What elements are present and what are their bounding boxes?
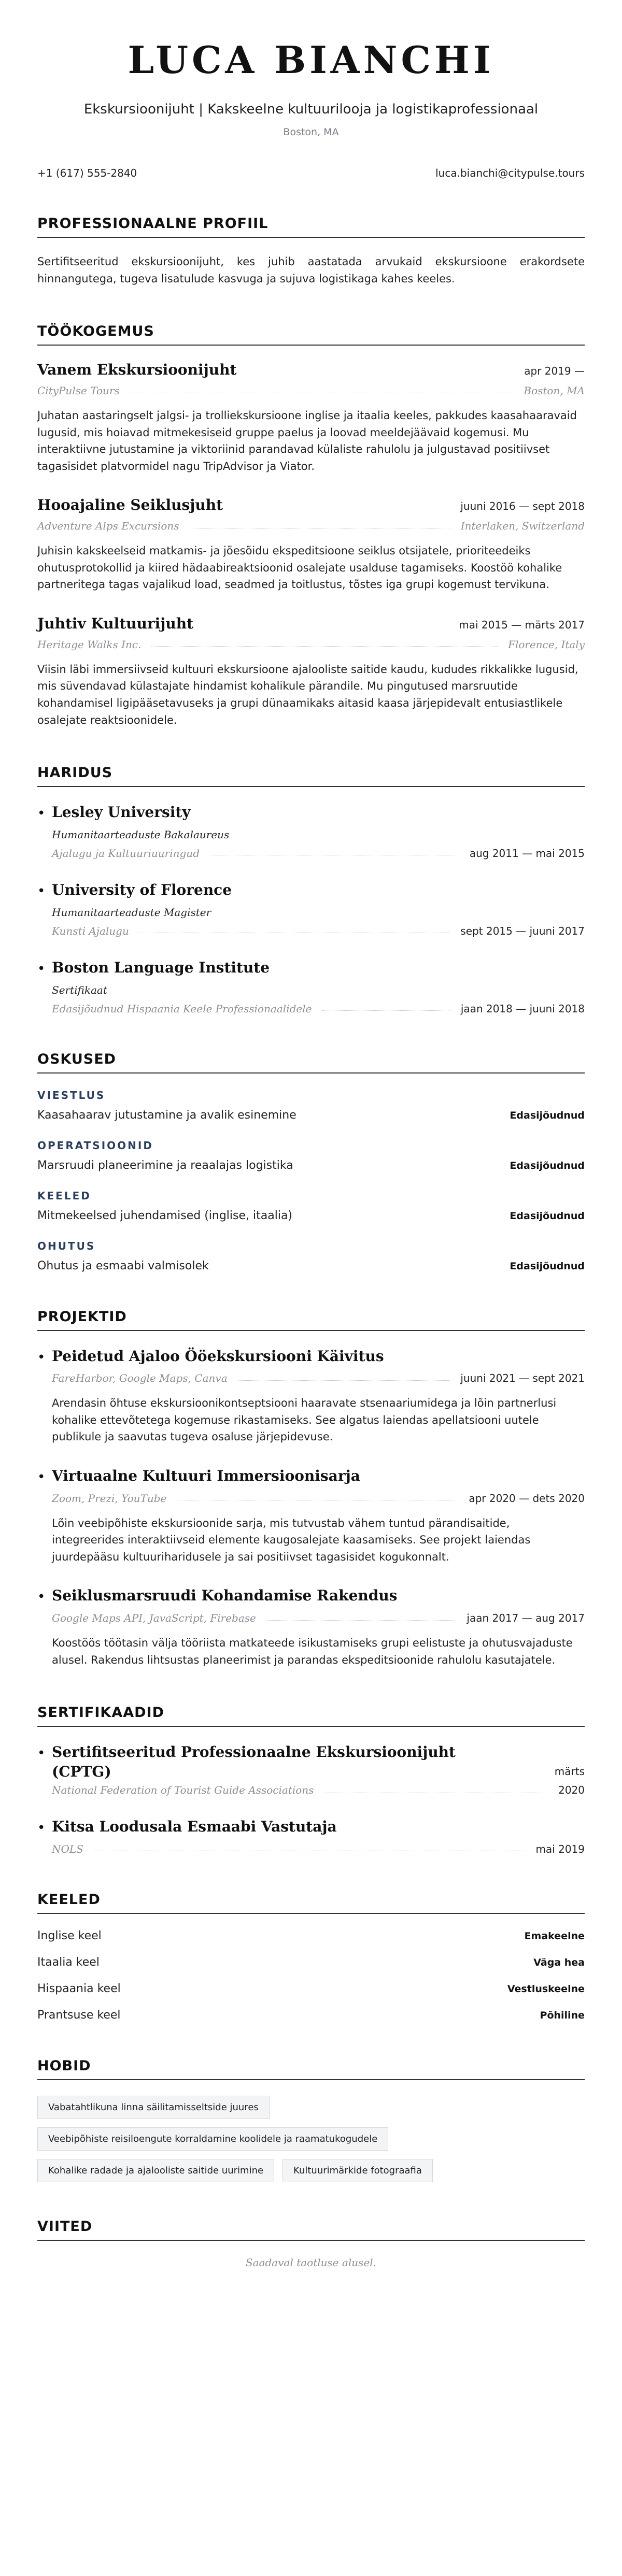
company: Heritage Walks Inc. xyxy=(37,638,142,651)
skill-group xyxy=(37,1240,585,1272)
language-level: Põhiline xyxy=(540,2009,585,2021)
certificate-issuer: National Federation of Tourist Guide Associations xyxy=(52,1783,314,1796)
skill-level: Edasijõudnud xyxy=(510,1160,585,1171)
skill-level: Edasijõudnud xyxy=(510,1260,585,1272)
dotted-leader xyxy=(151,646,498,647)
section-title: PROFESSIONAALNE PROFIIL xyxy=(37,216,585,238)
certificate-year: 2020 xyxy=(558,1783,585,1796)
education-entry xyxy=(37,803,585,860)
job-title: Hooajaline Seiklusjuht xyxy=(37,496,223,514)
projects-section xyxy=(37,1309,585,1669)
school-name: Lesley University xyxy=(52,804,191,821)
skill-category: OHUTUS xyxy=(37,1239,96,1252)
field-of-study: Edasijõudnud Hispaania Keele Professionaalidele xyxy=(52,1002,312,1015)
certificate-date xyxy=(554,1765,585,1796)
field-of-study: Ajalugu ja Kultuuriuuringud xyxy=(52,847,200,860)
language-level: Vestluskeelne xyxy=(507,1983,585,1995)
skill-group xyxy=(37,1089,585,1122)
project-description: Arendasin õhtuse ekskursioonikontseptsiooni haaravate stsenaariumidega ja lõin partnerlusi kohalike ettevõtetega kogemuse rikastamiseks. See algatus laiendas apellatsiooni uutele publikule ja saavutas tugeva osaluse järjepidevuse. xyxy=(52,1397,557,1443)
job-dates: juuni 2016 — sept 2018 xyxy=(460,500,585,513)
phone: +1 (617) 555-2840 xyxy=(37,167,137,179)
degree: Humanitaarteaduste Bakalaureus xyxy=(52,828,230,841)
project-entry xyxy=(37,1586,585,1668)
section-title: PROJEKTID xyxy=(37,1309,585,1331)
project-name: Peidetud Ajaloo Ööekskursiooni Käivitus xyxy=(52,1347,384,1365)
project-dates: apr 2020 — dets 2020 xyxy=(469,1492,585,1505)
references-text: Saadaval taotluse alusel. xyxy=(245,2256,377,2269)
education-entry xyxy=(37,880,585,937)
skills-section xyxy=(37,1051,585,1272)
skill-name: Marsruudi planeerimine ja reaalajas logistika xyxy=(37,1158,293,1172)
education-dates: aug 2011 — mai 2015 xyxy=(469,847,585,860)
bullet-icon: • xyxy=(37,806,46,822)
certificate-entry xyxy=(37,1742,585,1796)
section-title: HARIDUS xyxy=(37,765,585,787)
project-name: Seiklusmarsruudi Kohandamise Rakendus xyxy=(52,1587,398,1605)
languages-section xyxy=(37,1892,585,2022)
job-description: Juhatan aastaringselt jalgsi- ja trolliekskursioone inglise ja itaalia keeles, pakkudes kaasahaaravaid lugusid, mis hoiavad mitmekesiseid gruppe paelus ja loovad meeldejäävaid kogemusi. Mu interaktiivne jutustamine ja viktoriinid parandavad külaliste rahulolu ja julgustavad positiivset tagasisidet platvormidel nagu TripAdvisor ja Viator. xyxy=(37,409,577,473)
language-row xyxy=(37,1956,585,1969)
job-description: Juhisin kakskeelseid matkamis- ja jõesõidu ekspeditsioone seiklus otsijatele, prioriteedeiks ohutusprotokollid ja kiired hädaabireaktsioonid osalejate usalduse tagamiseks. Koostöö kohalike partneritega tagas vajalikud load, seadmed ja toitlustus, tõstes iga grupi kogemust tervikuna. xyxy=(37,545,562,591)
dotted-leader xyxy=(266,1620,457,1621)
education-dates: sept 2015 — juuni 2017 xyxy=(460,924,585,937)
skill-level: Edasijõudnud xyxy=(510,1109,585,1121)
language-name: Prantsuse keel xyxy=(37,2008,121,2022)
project-tools: Google Maps API, JavaScript, Firebase xyxy=(52,1612,256,1625)
dotted-leader xyxy=(322,1010,450,1011)
profile-section xyxy=(37,216,585,287)
headline: Ekskursioonijuht | Kakskeelne kultuurilooja ja logistikaprofessionaal xyxy=(83,102,539,117)
experience-section xyxy=(37,323,585,728)
skill-category: OPERATSIOONID xyxy=(37,1139,153,1152)
language-level: Väga hea xyxy=(533,1956,585,1968)
section-title: OSKUSED xyxy=(37,1051,585,1074)
location: Boston, MA xyxy=(283,126,339,138)
skill-group xyxy=(37,1190,585,1222)
section-title: HOBID xyxy=(37,2058,585,2080)
bullet-icon: • xyxy=(37,1469,46,1485)
language-row xyxy=(37,1982,585,1995)
language-name: Itaalia keel xyxy=(37,1955,100,1969)
certificate-month: märts xyxy=(554,1765,585,1778)
project-description: Lõin veebipõhiste ekskursioonide sarja, mis tutvustab vähem tuntud pärandisaitide, integreerides interaktiivseid elemente kaugosalejate kaasamiseks. See projekt laiendas juurdepääsu kultuuriharidusele ja sai positiivset tagasisidet kogukonnalt. xyxy=(52,1516,531,1563)
references-section xyxy=(37,2219,585,2269)
project-description: Koostöös töötasin välja tööriista matkateede isikustamiseks grupi eelistuste ja ohutusvajaduste alusel. Rakendus lihtsustas planeerimist ja parandas ekspeditsioonide rahulolu kasutajatele. xyxy=(52,1637,573,1666)
education-dates: jaan 2018 — juuni 2018 xyxy=(460,1002,585,1015)
certificate-name: Kitsa Loodusala Esmaabi Vastutaja xyxy=(52,1817,337,1835)
profile-text: Sertifitseeritud ekskursioonijuht, kes juhib aastatada arvukaid ekskursioone erakordsete hinnangutega, tugeva lisatulude kasvuga ja sujuva logistikaga kahes keeles. xyxy=(37,255,585,285)
contact-row xyxy=(37,167,585,179)
project-entry xyxy=(37,1347,585,1446)
skill-name: Ohutus ja esmaabi valmisolek xyxy=(37,1259,209,1272)
bullet-icon: • xyxy=(37,1820,46,1836)
section-title: KEELED xyxy=(37,1892,585,1914)
job-title: Juhtiv Kultuurijuht xyxy=(37,614,194,632)
skill-category: KEELED xyxy=(37,1189,91,1202)
job-title: Vanem Ekskursioonijuht xyxy=(37,361,237,379)
dotted-leader xyxy=(238,1380,450,1381)
degree: Sertifikaat xyxy=(52,983,107,996)
section-title: VIITED xyxy=(37,2219,585,2241)
job-entry xyxy=(37,496,585,593)
project-entry xyxy=(37,1466,585,1565)
certificate-name: Sertifitseeritud Professionaalne Ekskursioonijuht (CPTG) xyxy=(52,1743,456,1781)
email[interactable]: luca.bianchi@citypulse.tours xyxy=(435,167,585,179)
certificate-issuer: NOLS xyxy=(52,1842,83,1855)
job-location: Boston, MA xyxy=(524,384,585,397)
project-dates: jaan 2017 — aug 2017 xyxy=(466,1612,585,1625)
language-row xyxy=(37,1929,585,1942)
certificate-entry xyxy=(37,1817,585,1855)
project-name: Virtuaalne Kultuuri Immersioonisarja xyxy=(52,1467,360,1484)
bullet-icon: • xyxy=(37,961,46,977)
company: Adventure Alps Excursions xyxy=(37,520,179,533)
language-name: Hispaania keel xyxy=(37,1982,121,1995)
bullet-icon: • xyxy=(37,1589,46,1605)
job-dates: mai 2015 — märts 2017 xyxy=(459,618,585,631)
education-entry xyxy=(37,958,585,1015)
job-location: Interlaken, Switzerland xyxy=(460,520,585,533)
education-section xyxy=(37,765,585,1014)
hobby-chip: Kultuurimärkide fotograafia xyxy=(282,2159,433,2182)
job-entry xyxy=(37,361,585,475)
school-name: Boston Language Institute xyxy=(52,958,270,976)
company: CityPulse Tours xyxy=(37,384,120,397)
hobbies-section xyxy=(37,2058,585,2182)
skill-name: Mitmekeelsed juhendamised (inglise, itaalia) xyxy=(37,1209,293,1222)
degree: Humanitaarteaduste Magister xyxy=(52,906,211,919)
hobby-chip: Veebipõhiste reisiloengute korraldamine koolidele ja raamatukogudele xyxy=(37,2127,388,2151)
bullet-icon: • xyxy=(37,883,46,899)
language-row xyxy=(37,2009,585,2022)
bullet-icon: • xyxy=(37,1349,46,1365)
job-entry xyxy=(37,615,585,728)
field-of-study: Kunsti Ajalugu xyxy=(52,924,129,937)
section-title: SERTIFIKAADID xyxy=(37,1705,585,1727)
language-level: Emakeelne xyxy=(524,1930,585,1942)
hobby-chip: Kohalike radade ja ajalooliste saitide uurimine xyxy=(37,2159,274,2182)
hobby-list xyxy=(37,2096,556,2182)
skill-level: Edasijõudnud xyxy=(510,1210,585,1222)
skill-category: VIESTLUS xyxy=(37,1089,106,1101)
project-dates: juuni 2021 — sept 2021 xyxy=(460,1372,585,1385)
job-location: Florence, Italy xyxy=(508,638,585,651)
language-name: Inglise keel xyxy=(37,1929,102,1942)
job-dates: apr 2019 — xyxy=(524,365,585,378)
skill-name: Kaasahaarav jutustamine ja avalik esinemine xyxy=(37,1108,296,1122)
school-name: University of Florence xyxy=(52,881,232,898)
bullet-icon: • xyxy=(37,1745,46,1762)
section-title: TÖÖKOGEMUS xyxy=(37,323,585,346)
skill-group xyxy=(37,1139,585,1172)
project-tools: Zoom, Prezi, YouTube xyxy=(52,1492,167,1505)
certificates-section xyxy=(37,1705,585,1855)
hobby-chip: Vabatahtlikuna linna säilitamisseltside juures xyxy=(37,2096,270,2119)
job-description: Viisin läbi immersiivseid kultuuri ekskursioone ajalooliste saitide kaudu, kududes rikkalikke lugusid, mis süvendavad külastajate hindamist kohalikule pärandile. Mu pingutused marsruutide kohandamisel ligipääsetavuseks ja grupi dünaamikaks aitasid kaasa järjepidevalt entusiastlikele osalejate reaktsioonidele. xyxy=(37,663,578,726)
project-tools: FareHarbor, Google Maps, Canva xyxy=(52,1372,228,1385)
candidate-name: LUCA BIANCHI xyxy=(128,38,494,82)
certificate-date: mai 2019 xyxy=(535,1842,585,1855)
